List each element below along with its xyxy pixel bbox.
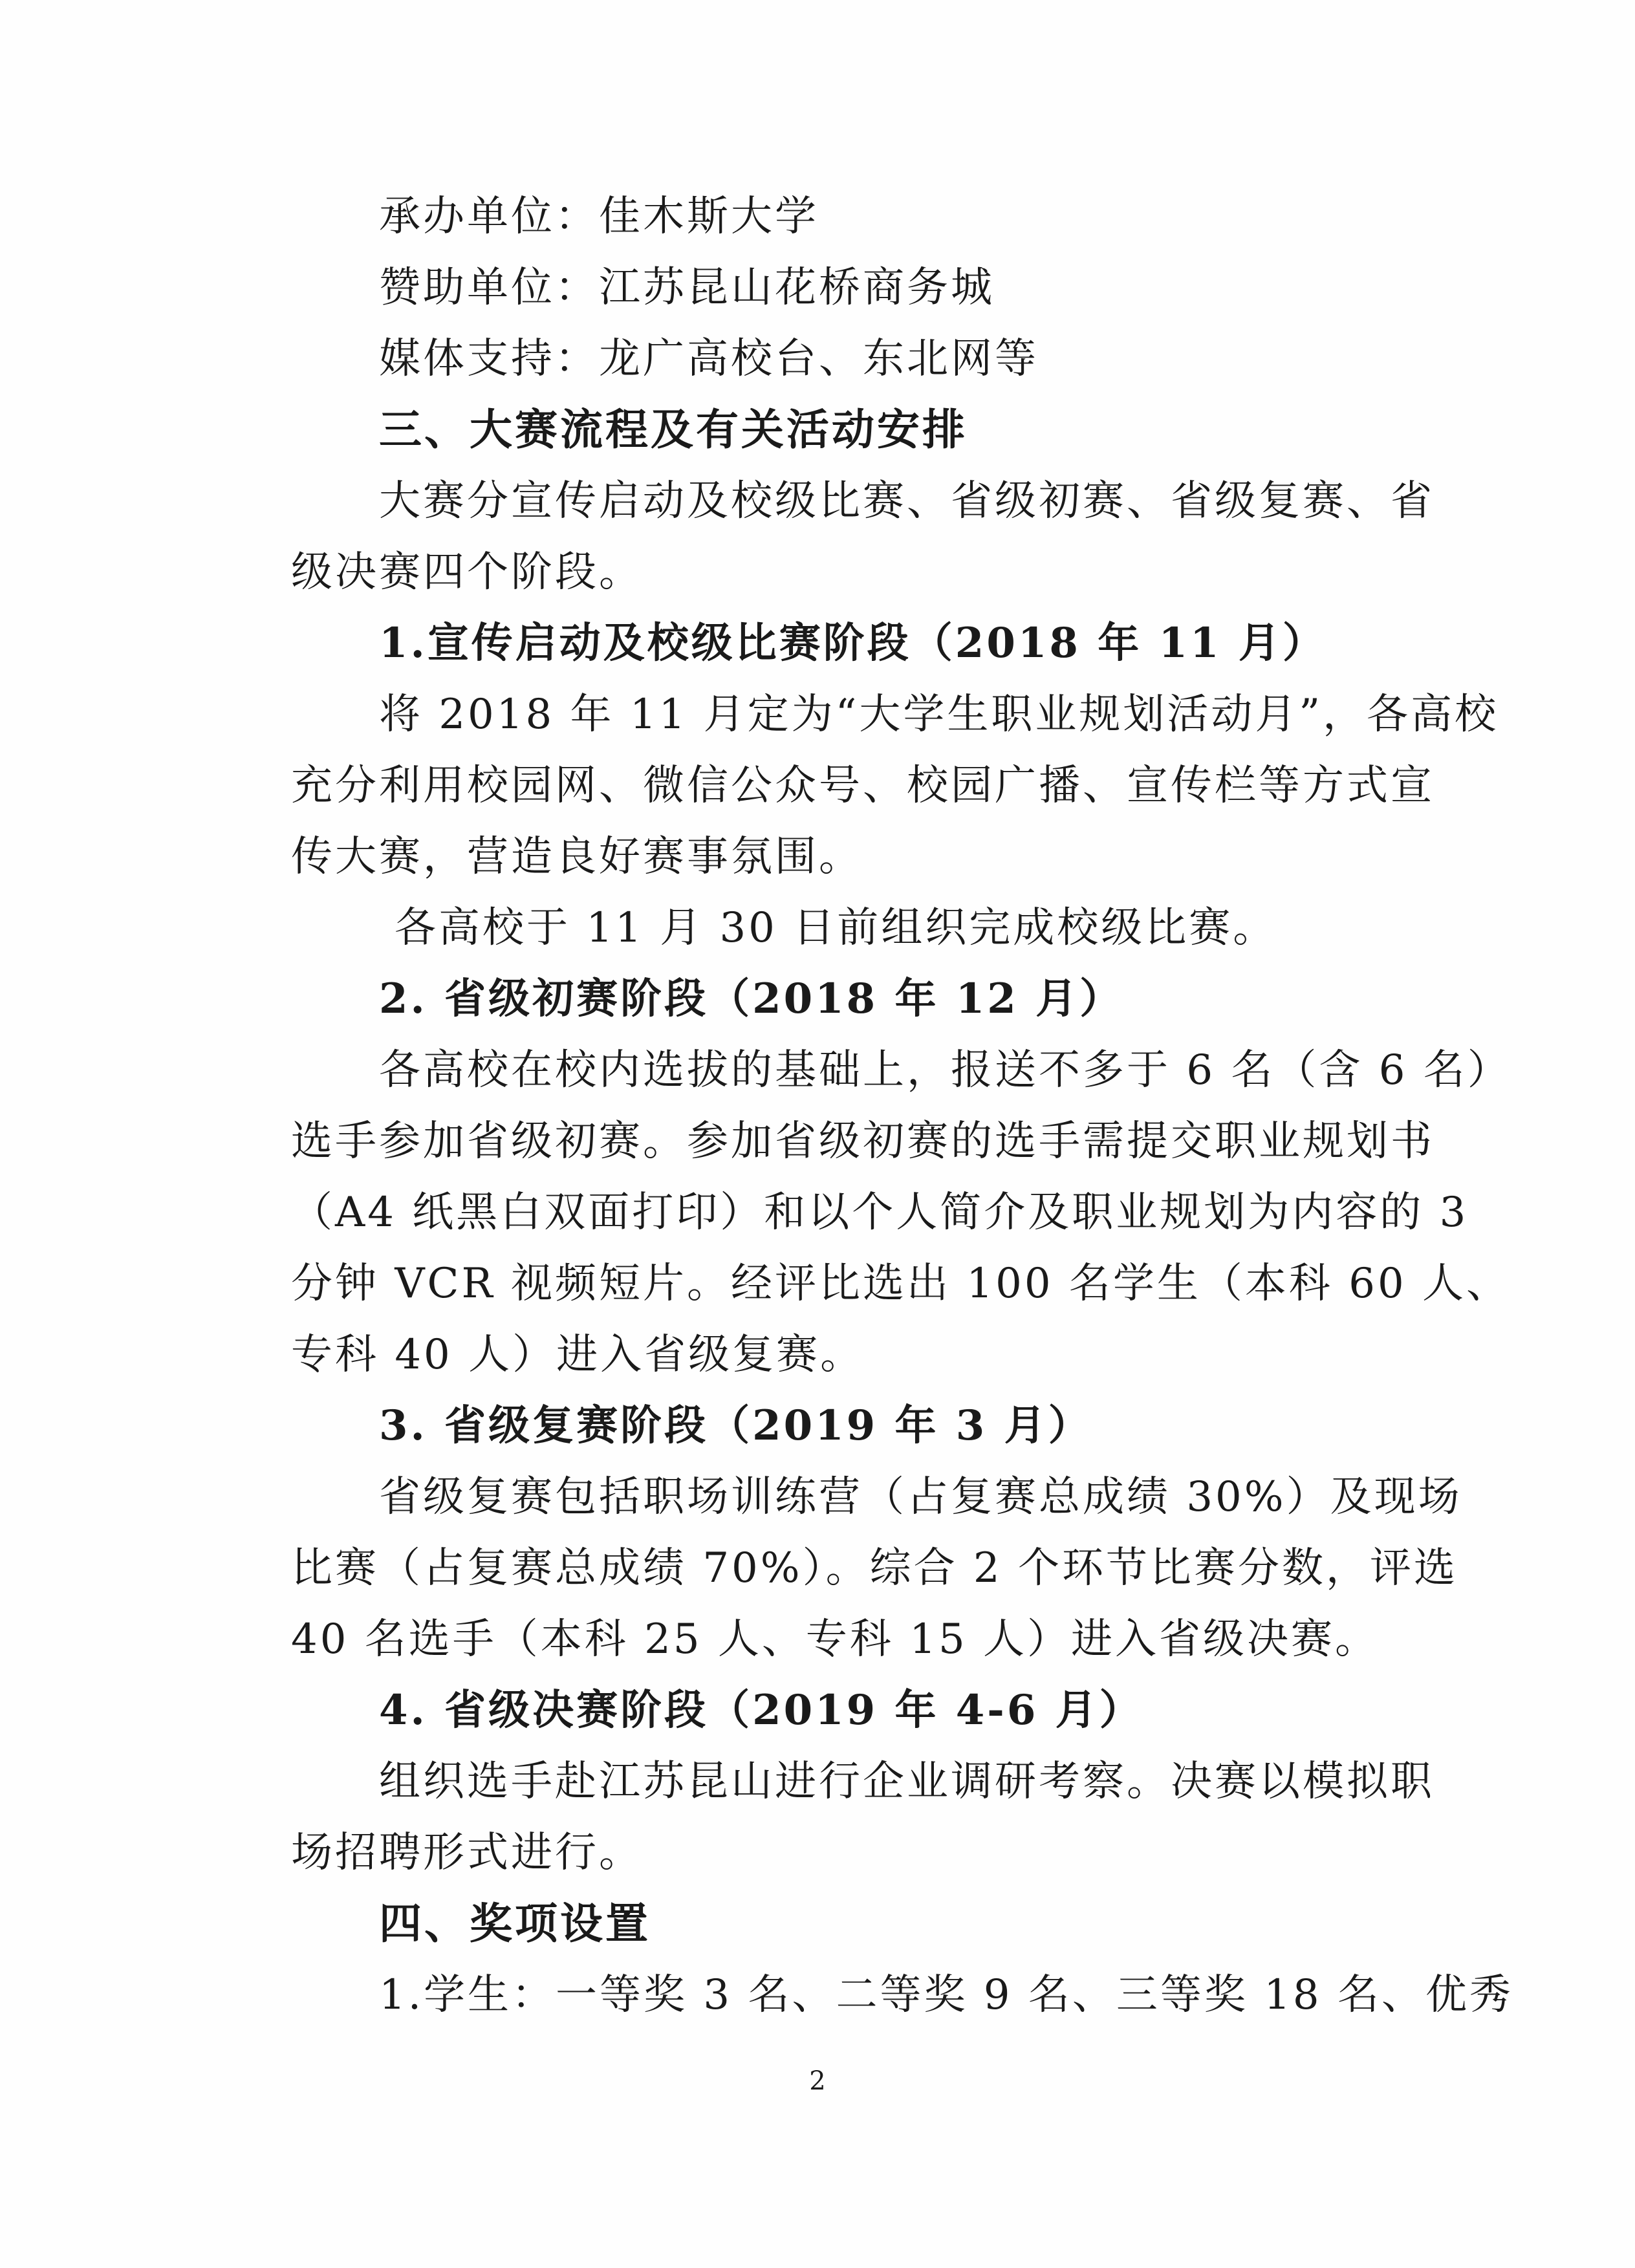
page-number: 2 xyxy=(809,2066,826,2096)
section-4-heading: 四、奖项设置 xyxy=(379,1899,651,1949)
subsection-3-heading: 3. 省级复赛阶段（2019 年 3 月） xyxy=(379,1401,1092,1450)
subsection-2-heading: 2. 省级初赛阶段（2018 年 12 月） xyxy=(379,975,1124,1023)
media-line: 媒体支持：龙广高校台、东北网等 xyxy=(379,335,1039,383)
paragraph-line: 1.学生：一等奖 3 名、二等奖 9 名、三等奖 18 名、优秀 xyxy=(379,1971,1513,2019)
paragraph-line: 省级复赛包括职场训练营（占复赛总成绩 30%）及现场 xyxy=(379,1473,1462,1521)
paragraph-line: （A4 纸黑白双面打印）和以个人简介及职业规划为内容的 3 xyxy=(291,1189,1469,1237)
paragraph-line: 传大赛，营造良好赛事氛围。 xyxy=(291,833,863,881)
paragraph-line: 大赛分宣传启动及校级比赛、省级初赛、省级复赛、省 xyxy=(379,477,1435,525)
paragraph-line: 比赛（占复赛总成绩 70%）。综合 2 个环节比赛分数，评选 xyxy=(291,1544,1458,1592)
sponsor-line: 赞助单位：江苏昆山花桥商务城 xyxy=(379,264,995,312)
paragraph-line: 各高校在校内选拔的基础上，报送不多于 6 名（含 6 名） xyxy=(379,1046,1511,1094)
paragraph-line: 分钟 VCR 视频短片。经评比选出 100 名学生（本科 60 人、 xyxy=(291,1260,1511,1308)
subsection-1-heading: 1.宣传启动及校级比赛阶段（2018 年 11 月） xyxy=(379,619,1326,667)
paragraph-line: 选手参加省级初赛。参加省级初赛的选手需提交职业规划书 xyxy=(291,1118,1435,1165)
paragraph-line: 专科 40 人）进入省级复赛。 xyxy=(291,1331,865,1379)
paragraph-line: 将 2018 年 11 月定为“大学生职业规划活动月”，各高校 xyxy=(379,691,1499,739)
paragraph-line: 充分利用校园网、微信公众号、校园广播、宣传栏等方式宣 xyxy=(291,762,1435,810)
organizer-line: 承办单位：佳木斯大学 xyxy=(379,193,819,241)
paragraph-line: 组织选手赴江苏昆山进行企业调研考察。决赛以模拟职 xyxy=(379,1758,1435,1806)
paragraph-line: 40 名选手（本科 25 人、专科 15 人）进入省级决赛。 xyxy=(291,1615,1380,1663)
paragraph-line: 各高校于 11 月 30 日前组织完成校级比赛。 xyxy=(395,904,1277,952)
paragraph-line: 场招聘形式进行。 xyxy=(291,1829,643,1877)
document-body xyxy=(291,181,1513,2031)
subsection-4-heading: 4. 省级决赛阶段（2019 年 4-6 月） xyxy=(379,1686,1143,1734)
section-3-heading: 三、大赛流程及有关活动安排 xyxy=(379,405,968,455)
paragraph-line: 级决赛四个阶段。 xyxy=(291,548,643,596)
